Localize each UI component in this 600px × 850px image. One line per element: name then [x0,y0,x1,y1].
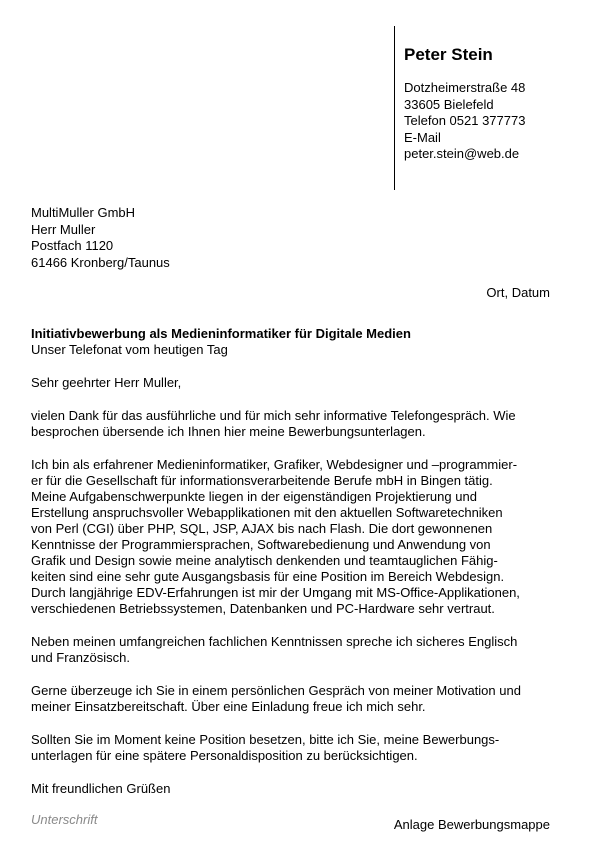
paragraph-line: besprochen übersende ich Ihnen hier meine Bewerbungsunterlagen. [31,424,426,439]
paragraph-line: Meine Aufgabenschwerpunkte liegen in der eigenständigen Projektierung und [31,489,477,504]
recipient-address [31,205,170,271]
paragraph-line: Neben meinen umfangreichen fachlichen Kenntnissen spreche ich sicheres Englisch [31,634,518,649]
sender-email-label: E-Mail [404,129,441,145]
paragraph-line: Ich bin als erfahrener Medieninformatiker, Grafiker, Webdesigner und –programmier- [31,457,518,472]
enclosure-note: Anlage Bewerbungsmappe [393,817,550,832]
paragraph-line: Kenntnisse der Programmiersprachen, Softwarebedienung und Anwendung von [31,537,491,552]
sender-street: Dotzheimerstraße 48 [404,80,526,95]
paragraph-line: er für die Gesellschaft für informationsverarbeitende Berufe mbH in Bingen tätig. [31,473,493,488]
sender-name: Peter Stein [404,45,493,64]
paragraph-line: vielen Dank für das ausführliche und für mich sehr informative Telefongespräch. Wie [31,408,516,423]
recipient-company: MultiMuller GmbH [31,205,136,220]
paragraph-line: verschiedenen Betriebssystemen, Datenbanken und PC-Hardware sehr vertraut. [31,601,495,616]
body-paragraphs [31,408,551,764]
body-paragraph [31,457,551,617]
paragraph-line: Gerne überzeuge ich Sie in einem persönlichen Gespräch von meiner Motivation und [31,683,521,698]
recipient-city: 61466 Kronberg/Taunus [31,254,170,270]
body-paragraph [31,408,551,440]
paragraph-line: Sollten Sie im Moment keine Position besetzen, bitte ich Sie, meine Bewerbungs- [31,732,500,747]
paragraph-line: keiten sind eine sehr gute Ausgangsbasis für eine Position im Bereich Webdesign. [31,569,505,584]
letter-body [31,326,551,828]
recipient-person: Herr Muller [31,221,96,237]
salutation: Sehr geehrter Herr Muller, [31,375,182,390]
sender-city: 33605 Bielefeld [404,96,494,112]
paragraph-line: Erstellung anspruchsvoller Webapplikationen mit den aktuellen Softwaretechniken [31,505,503,520]
body-paragraph [31,732,551,764]
paragraph-line: von Perl (CGI) über PHP, SQL, JSP, AJAX bis nach Flash. Die dort gewonnenen [31,521,493,536]
sender-email: peter.stein@web.de [404,146,520,161]
closing-formula: Mit freundlichen Grüßen [31,781,171,796]
sender-block [404,44,594,163]
subject-line: Initiativbewerbung als Medieninformatiker für Digitale Medien [31,326,411,341]
paragraph-line: Durch langjährige EDV-Erfahrungen ist mir der Umgang mit MS-Office-Applikationen, [31,585,520,600]
paragraph-line: unterlagen für eine spätere Personaldisposition zu berücksichtigen. [31,748,418,763]
body-paragraph [31,683,551,715]
reference-line: Unser Telefonat vom heutigen Tag [31,342,228,357]
sender-divider-line [394,26,395,190]
signature-placeholder: Unterschrift [31,812,98,827]
paragraph-line: Grafik und Design sowie meine analytisch denkenden und teamtauglichen Fähig- [31,553,498,568]
recipient-postbox: Postfach 1120 [31,238,114,253]
paragraph-line: und Französisch. [31,650,130,665]
sender-phone: Telefon 0521 377773 [404,113,526,128]
body-paragraph [31,634,551,666]
paragraph-line: meiner Einsatzbereitschaft. Über eine Einladung freue ich mich sehr. [31,699,426,714]
place-date: Ort, Datum [486,285,550,300]
